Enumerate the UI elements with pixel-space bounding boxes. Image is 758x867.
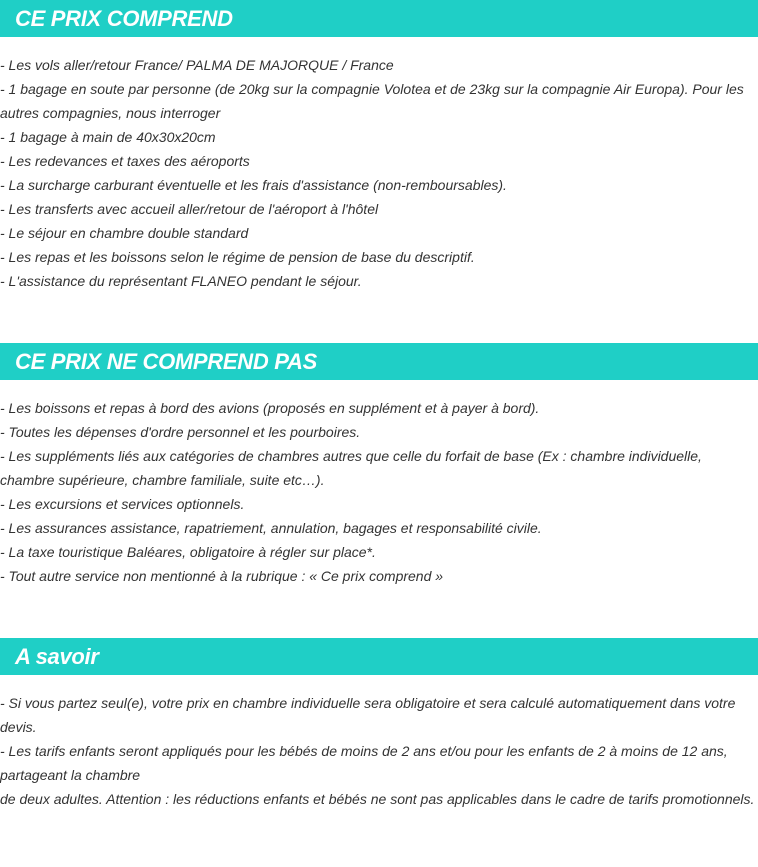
list-item: - Le séjour en chambre double standard [0,225,249,241]
list-item: - Les transferts avec accueil aller/retour de l'aéroport à l'hôtel [0,201,379,217]
list-item: - Les suppléments liés aux catégories de chambres autres que celle du forfait de base (Ex : chambre individuelle, [0,448,702,464]
section-header-not-included [0,343,758,380]
list-item: - 1 bagage en soute par personne (de 20kg sur la compagnie Volotea et de 23kg sur la compagnie Air Europa). Pour les [0,81,744,97]
list-item: - L'assistance du représentant FLANEO pendant le séjour. [0,273,362,289]
section-included [0,0,758,293]
section-not-included [0,343,758,588]
section-good-to-know [0,638,758,811]
section-body-not-included [0,396,758,588]
list-item: - Les assurances assistance, rapatriement, annulation, bagages et responsabilité civile. [0,520,542,536]
list-item: - La taxe touristique Baléares, obligatoire à régler sur place*. [0,544,376,560]
list-item: devis. [0,719,37,735]
list-item: - Toutes les dépenses d'ordre personnel et les pourboires. [0,424,361,440]
list-item: - Si vous partez seul(e), votre prix en chambre individuelle sera obligatoire et sera calculé automatiquement dans votre [0,695,736,711]
list-item: - 1 bagage à main de 40x30x20cm [0,129,216,145]
section-title: CE PRIX NE COMPREND PAS [15,348,317,374]
section-header-included [0,0,758,37]
list-item: - Les redevances et taxes des aéroports [0,153,250,169]
section-title: CE PRIX COMPREND [15,5,233,31]
list-item: - Tout autre service non mentionné à la rubrique : « Ce prix comprend » [0,568,444,584]
list-item: - Les vols aller/retour France/ PALMA DE MAJORQUE / France [0,57,394,73]
list-item: partageant la chambre [0,767,141,783]
list-item: chambre supérieure, chambre familiale, suite etc…). [0,472,325,488]
list-item: - La surcharge carburant éventuelle et les frais d'assistance (non-remboursables). [0,177,507,193]
section-body-included [0,53,758,293]
list-item: de deux adultes. Attention : les réductions enfants et bébés ne sont pas applicables dans le cadre de tarifs promotionnels. [0,791,755,807]
section-body-good-to-know [0,691,758,811]
list-item: - Les repas et les boissons selon le régime de pension de base du descriptif. [0,249,475,265]
list-item: - Les tarifs enfants seront appliqués pour les bébés de moins de 2 ans et/ou pour les enfants de 2 à moins de 12 ans, [0,743,728,759]
section-header-good-to-know [0,638,758,675]
list-item: - Les excursions et services optionnels. [0,496,245,512]
section-title: A savoir [15,643,99,669]
list-item: autres compagnies, nous interroger [0,105,221,121]
list-item: - Les boissons et repas à bord des avions (proposés en supplément et à payer à bord). [0,400,540,416]
